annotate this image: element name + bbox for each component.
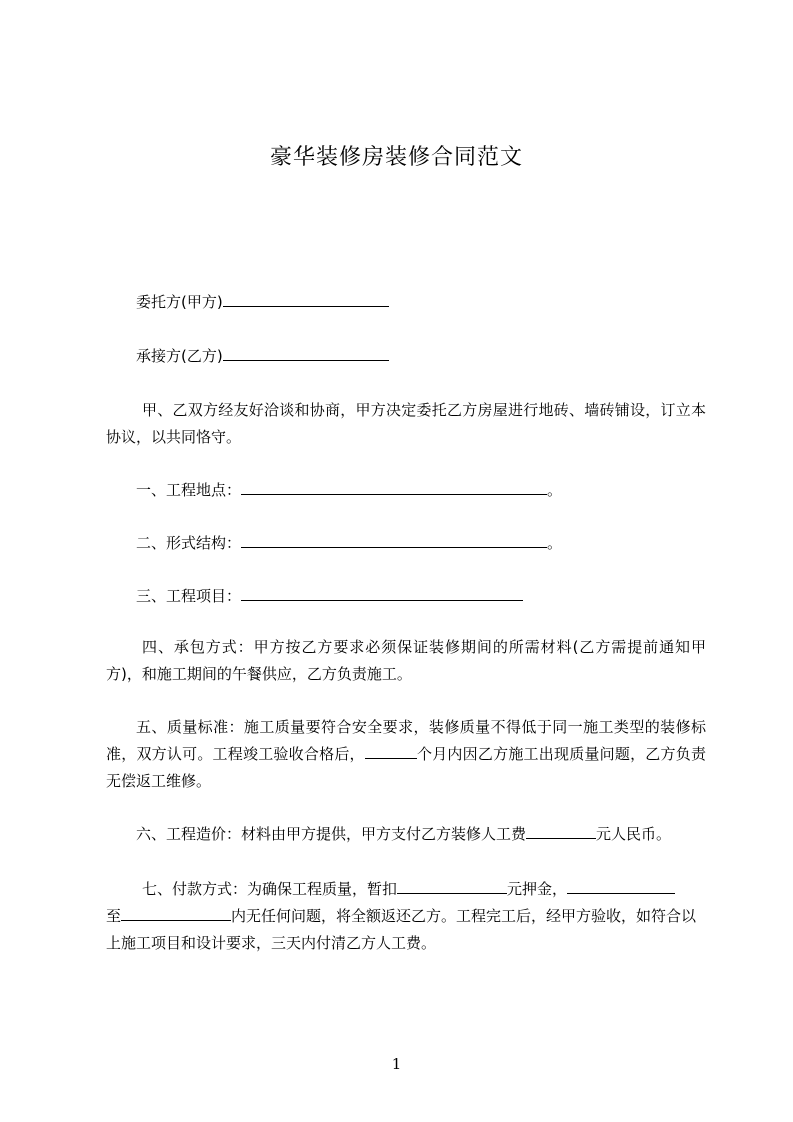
page-number: 1 xyxy=(391,1055,402,1073)
item7-text-1: 七、付款方式：为确保工程质量，暂扣 xyxy=(142,880,398,898)
item5-text-1: 五、质量标准：施工质量要符合安全要求，装修质量不得低于同一施工类型的装修标准，双方认可。工程竣工验收合格后， xyxy=(106,718,706,763)
item5-blank[interactable] xyxy=(365,743,417,759)
item2-blank[interactable] xyxy=(241,532,547,548)
item7-deposit-blank[interactable] xyxy=(397,878,507,894)
intro-paragraph: 甲、乙双方经友好洽谈和协商，甲方决定委托乙方房屋进行地砖、墙砖铺设，订立本协议，以共同恪守。 xyxy=(106,401,706,446)
item7-from-blank[interactable] xyxy=(567,878,675,894)
item7-text-4: 内无任何问题，将全额返还乙方。工程完工后，经甲方验收，如符合以上施工项目和设计要求，三天内付清乙方人工费。 xyxy=(106,907,697,952)
item5-paragraph xyxy=(106,714,706,795)
item7-paragraph xyxy=(106,876,706,957)
party-b-blank[interactable] xyxy=(223,345,389,361)
party-b-line xyxy=(136,345,736,366)
item7-text-2: 元押金， xyxy=(507,880,568,898)
item3-line xyxy=(136,585,736,606)
item6-line xyxy=(136,823,736,844)
item7-to-blank[interactable] xyxy=(121,905,231,921)
item3-label: 三、工程项目： xyxy=(136,587,242,605)
item5-text-2: 个月内因乙方施工出现质量问题，乙方负责无偿返工维修。 xyxy=(106,745,706,790)
item6-text-2: 元人民币。 xyxy=(596,825,672,843)
party-a-label: 委托方(甲方) xyxy=(136,293,223,311)
item2-line xyxy=(136,532,736,553)
item6-text-1: 六、工程造价：材料由甲方提供，甲方支付乙方装修人工费 xyxy=(136,825,527,843)
party-a-line xyxy=(136,291,736,312)
item1-line xyxy=(136,479,736,500)
item2-label: 二、形式结构： xyxy=(136,534,242,552)
document-title: 豪华装修房装修合同范文 xyxy=(269,145,523,170)
item7-text-3: 至 xyxy=(106,907,122,925)
party-a-blank[interactable] xyxy=(223,291,389,307)
item3-blank[interactable] xyxy=(241,585,523,601)
item2-end: 。 xyxy=(547,534,563,552)
item1-label: 一、工程地点： xyxy=(136,481,242,499)
item1-end: 。 xyxy=(547,481,563,499)
item4-paragraph: 四、承包方式：甲方按乙方要求必须保证装修期间的所需材料(乙方需提前通知甲方)，和施工期间的午餐供应，乙方负责施工。 xyxy=(106,638,706,683)
item1-blank[interactable] xyxy=(241,479,547,495)
party-b-label: 承接方(乙方) xyxy=(136,347,223,365)
item6-blank[interactable] xyxy=(526,823,596,839)
